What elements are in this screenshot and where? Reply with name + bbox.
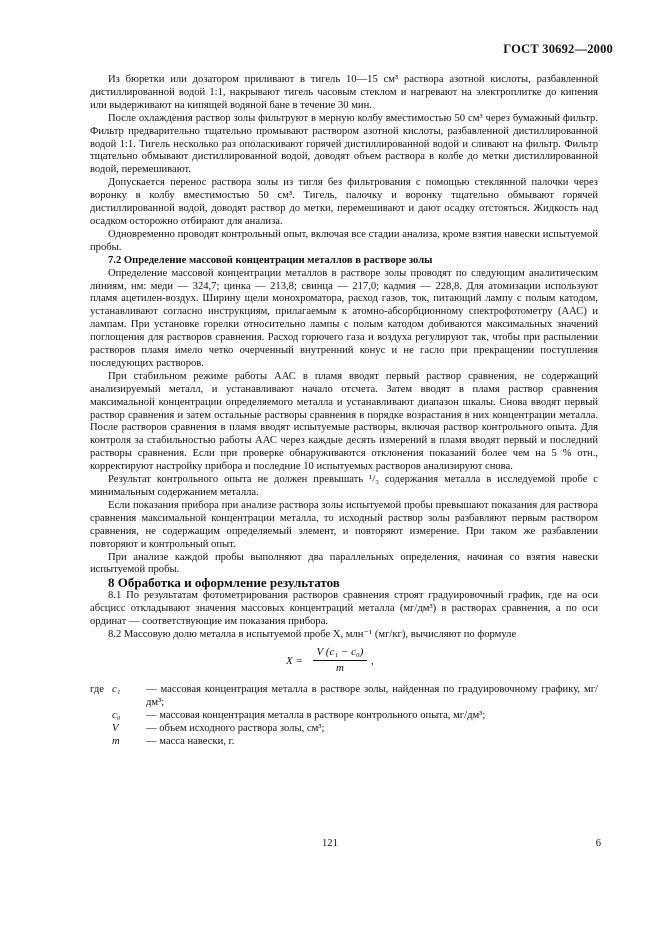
definition-text: — массовая концентрация металла в растворе контрольного опыта, мг/дм³; — [146, 709, 486, 721]
paragraph: Результат контрольного опыта не должен превышать ¹/₃ содержания металла в исследуемой пробе с минимальным содержанием металла. — [90, 474, 598, 498]
definition-symbol: m — [112, 735, 120, 747]
definition-symbol: V — [112, 722, 119, 734]
definitions-list — [90, 684, 598, 749]
paragraph: При стабильном режиме работы ААС в пламя вводят первый раствор сравнения, не содержащий анализируемый металл, и устанавливают начало отсчета. Затем вводят в пламя раствор сравнения максимальной концентрации определяемого металла и устанавливают диапазон шкалы. Снова вводят первый раствор сравнения и затем остальные растворы сравнения в порядке возрастания в них концентрации металла. После растворов сравнения в пламя вводят испытуемые растворы, включая раствор контрольного опыта. Для контроля за стабильностью работы ААС через каждые десять измерений в пламя вводят первый и последний растворы сравнения. Если при проверке обнаруживаются отклонения показаний более чем на 5 % отн., корректируют настройку прибора и последние 10 испытуемых растворов анализируют снова. — [90, 370, 598, 473]
definition-text: — массовая концентрация металла в растворе золы, найденная по градуировочному графику, мг/дм³; — [146, 683, 598, 708]
definition-item — [90, 723, 598, 736]
paragraph: 8.1 По результатам фотометрирования растворов сравнения строят градуировочный график, где на оси абсцисс откладывают значения массовых концентраций металла (мг/дм³) в растворах сравнения, а по оси ординат — соответствующие им показания прибора. — [90, 590, 598, 628]
formula-comma: , — [371, 654, 374, 667]
definition-text: — объем исходного раствора золы, см³; — [146, 722, 325, 734]
formula-denominator: m — [336, 661, 344, 674]
formula-fraction — [313, 646, 367, 675]
formula-numerator: V (c₁ − c₀) — [313, 646, 367, 661]
paragraph: Одновременно проводят контрольный опыт, включая все стадии анализа, кроме взятия навески испытуемой пробы. — [90, 228, 598, 253]
sheet-number: 6 — [595, 838, 601, 849]
document-body — [90, 74, 598, 749]
paragraph: После охлаждения раствор золы фильтруют в мерную колбу вместимостью 50 см³ через бумажный фильтр. Фильтр предварительно тщательно промывают раствором азотной кислоты, разбавленной дистиллированной водой 1:1. Тигель несколько раз ополаскивают горячей дистиллированной водой и сливают на фильтр. Фильтр тщательно обмывают дистиллированной водой, доводят объем раствора в колбе до метки дистиллированной водой, перемешивают. — [90, 112, 598, 176]
definition-text: — масса навески, г. — [146, 735, 235, 747]
subsection-heading: 7.2 Определение массовой концентрации металлов в растворе золы — [108, 254, 433, 266]
formula-lhs: X = — [286, 654, 303, 667]
definition-item — [90, 710, 598, 723]
paragraph: Из бюретки или дозатором приливают в тигель 10—15 см³ раствора азотной кислоты, разбавленной дистиллированной водой 1:1, накрывают тигель часовым стеклом и нагревают на электроплитке до кипения или выдерживают на кипящей водяной бане в течение 30 мин. — [90, 74, 598, 111]
formula — [90, 646, 598, 680]
definition-item — [90, 736, 598, 749]
definitions-lead: где — [90, 683, 104, 695]
page-number: 121 — [322, 838, 338, 849]
definition-symbol: c₁ — [112, 683, 121, 695]
paragraph: Допускается перенос раствора золы из тигля без фильтрования с помощью стеклянной палочки через воронку в колбу вместимостью 50 см³. Тигель, палочку и воронку тщательно обмывают горячей дистиллированной водой, доводят раствор до метки, перемешивают и дают осадку отстояться. Жидкость над осадком осторожно отбирают для анализа. — [90, 177, 598, 227]
paragraph: При анализе каждой пробы выполняют два параллельных определения, начиная со взятия навески испытуемой пробы. — [90, 551, 598, 576]
section-heading: 8 Обработка и оформление результатов — [108, 575, 340, 591]
document-header: ГОСТ 30692—2000 — [503, 42, 613, 56]
definition-symbol: c₀ — [112, 709, 121, 721]
paragraph: 8.2 Массовую долю металла в испытуемой пробе X, млн⁻¹ (мг/кг), вычисляют по формуле — [108, 628, 517, 640]
definition-item — [90, 684, 598, 710]
paragraph: Если показания прибора при анализе раствора золы испытуемой пробы превышают показания для раствора сравнения максимальной концентрации металла, то исходный раствор золы разбавляют первым раствором сравнения, не содержащим определяемый элемент, и повторяют измерение. При таком же разбавлении повторяют и контрольный опыт. — [90, 499, 598, 550]
paragraph: Определение массовой концентрации металлов в растворе золы проводят по следующим аналитическим линиям, нм: меди — 324,7; цинка — 213,8; свинца — 217,0; кадмия — 228,8. Для атомизации используют пламя ацетилен-воздух. Ширину щели монохроматора, расход газов, ток, питающий лампу с полым катодом, устанавливают согласно инструкциям, прилагаемым к атомно-абсорбционному спектрофотометру (ААС) и лампам. При установке горелки относительно лампы с полым катодом добиваются максимальных значений поглощения для растворов сравнения. Расход горючего газа и воздуха регулируют так, чтобы при распылении растворов пламя имело четко очерченный внутренний конус и не гасло при прекращении поступления последующих растворов. — [90, 267, 598, 369]
